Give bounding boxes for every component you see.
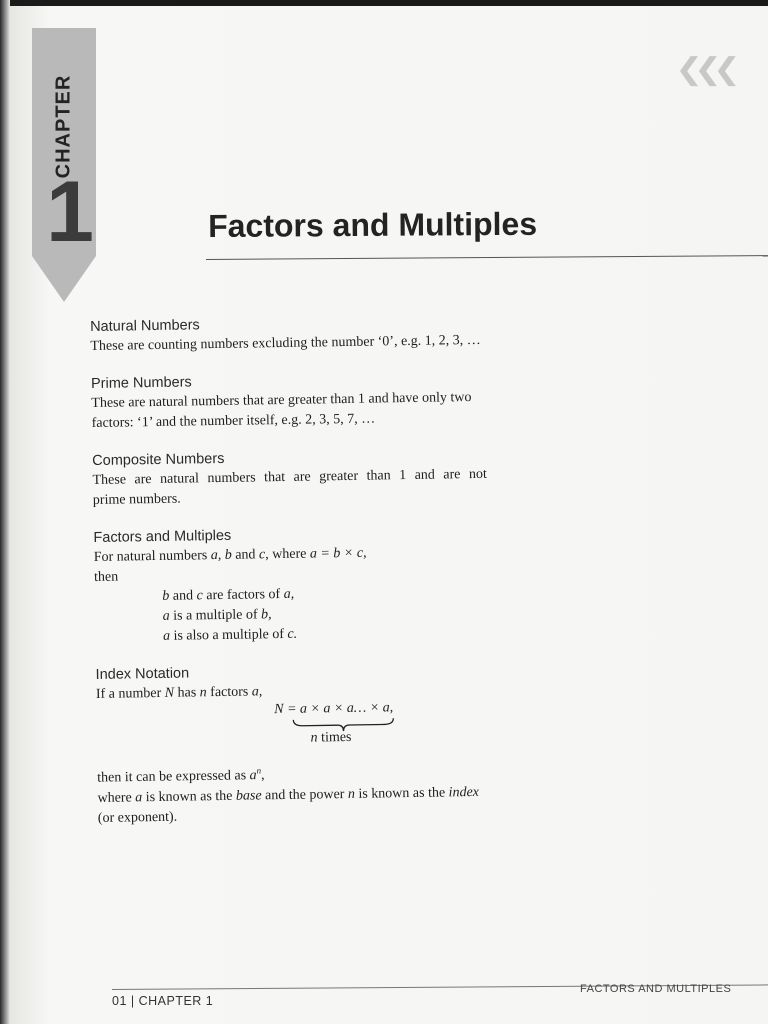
section-composite-numbers (92, 444, 573, 511)
index-formula (96, 697, 577, 753)
section-factors-and-multiples (93, 521, 575, 648)
scan-binding-shadow (0, 0, 10, 1024)
section-text-line: These are natural numbers that are greater than 1 and have only two (91, 390, 472, 411)
footer-page-label: 01 | CHAPTER 1 (112, 994, 214, 1008)
factor-statement: a is also a multiple of c. (162, 626, 298, 644)
section-heading: Index Notation (95, 665, 190, 683)
section-heading: Prime Numbers (90, 374, 192, 392)
section-heading: Natural Numbers (90, 317, 200, 335)
section-text: These are counting numbers excluding the number ‘0’, e.g. 1, 2, 3, … (90, 332, 481, 354)
section-heading: Composite Numbers (92, 450, 225, 469)
section-text-line: prime numbers. (92, 491, 181, 508)
footer-running-title: FACTORS AND MULTIPLES (580, 983, 732, 995)
formula-expression: N = a × a × a… × a, (274, 700, 394, 718)
section-text-line: factors: ‘1’ and the number itself, e.g. 2, 3, 5, 7, … (91, 411, 376, 431)
factor-statement: a is a multiple of b, (162, 607, 272, 624)
section-prime-numbers (91, 367, 572, 434)
section-index-notation (95, 658, 577, 828)
chapter-number: 1 (46, 164, 94, 260)
chapter-content (90, 310, 578, 846)
then-label: then (93, 569, 119, 585)
section-natural-numbers (90, 310, 571, 357)
definition-line: If a number N has n factors a, (95, 684, 263, 702)
section-text-line: These are natural numbers that are greater than 1 and are not (92, 466, 487, 488)
factor-statement: b and c are factors of a, (162, 586, 295, 604)
base-index-line: where a is known as the base and the power n is known as the index (97, 784, 480, 806)
brace-label: n times (310, 729, 352, 746)
exponent-note: (or exponent). (97, 809, 178, 826)
chapter-label: CHAPTER (52, 74, 75, 178)
definition-line: For natural numbers a, b and c, where a = b × c, (93, 545, 367, 565)
page-title: Factors and Multiples (208, 205, 538, 244)
triple-chevron-left-icon: ❮❮❮ (675, 52, 732, 87)
section-heading: Factors and Multiples (93, 527, 232, 546)
expression-line: then it can be expressed as $a^n$, (97, 765, 265, 786)
